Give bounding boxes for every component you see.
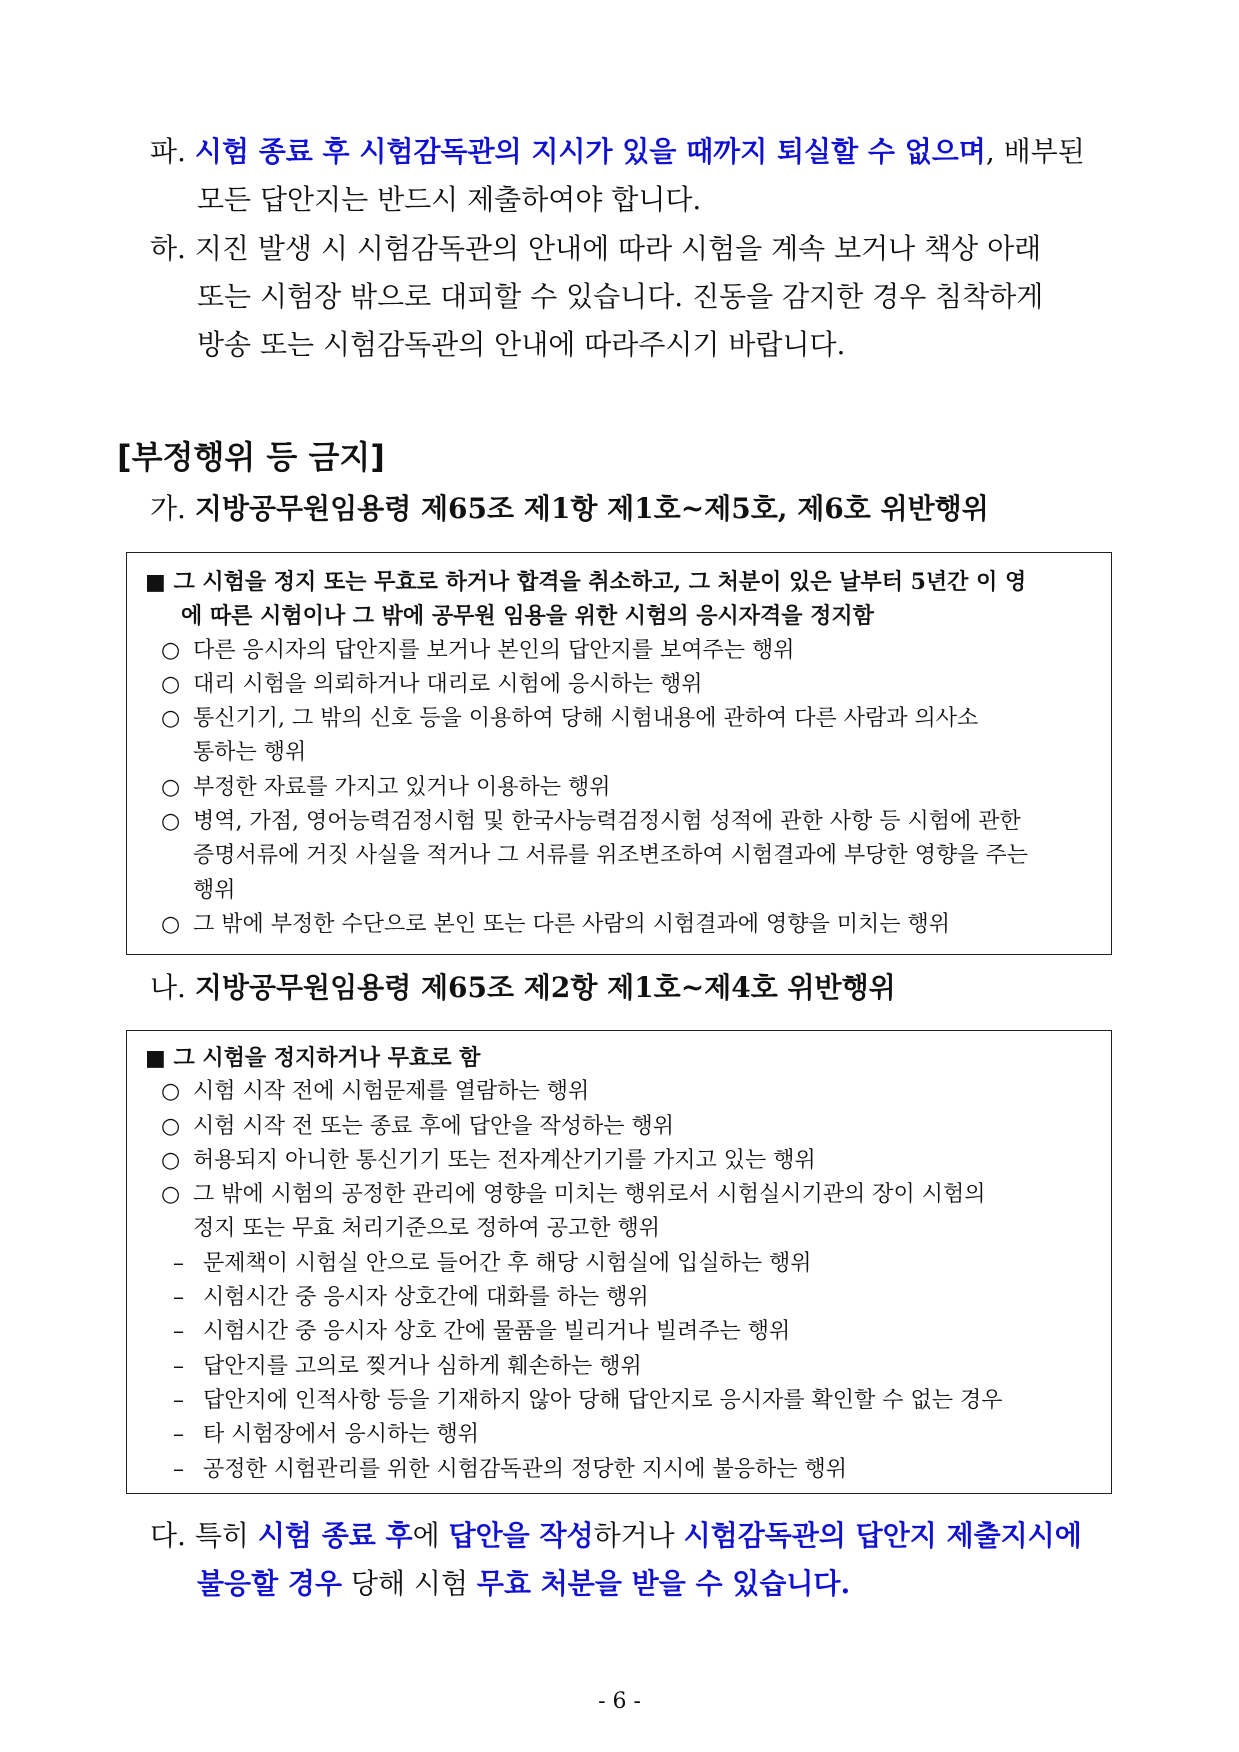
body-text: , 배부된	[985, 135, 1085, 168]
violation-box-1	[126, 552, 1112, 955]
item-marker: 나.	[150, 971, 186, 1004]
list-item-cont: 증명서류에 거짓 사실을 적거나 그 서류를 위조변조하여 시험결과에 부당한 영향을 주는	[193, 843, 1029, 869]
dash-bullet-icon: –	[173, 1285, 184, 1311]
notice-item-ha	[150, 225, 1130, 369]
list-item: ○ 시험 시작 전 또는 종료 후에 답안을 작성하는 행위	[127, 1110, 1111, 1144]
box-heading: ■ 그 시험을 정지 또는 무효로 하거나 합격을 취소하고, 그 처분이 있은 날부터 5년간 이 영	[145, 569, 1027, 595]
list-item: ○ 병역, 가점, 영어능력검정시험 및 한국사능력검정시험 성적에 관한 사항 등 시험에 관한	[127, 805, 1111, 839]
emphasis-text: 시험 종료 후 시험감독관의 지시가 있을 때까지 퇴실할 수 없으며	[194, 135, 986, 168]
emphasis-text: 답안을 작성	[448, 1519, 594, 1552]
notice-item-pa	[150, 128, 1130, 224]
notice-line: 다. 특히 시험 종료 후에 답안을 작성하거나 시험감독관의 답안지 제출지시에	[150, 1519, 1082, 1552]
circle-bullet-icon: ○	[161, 911, 181, 937]
dash-bullet-icon: –	[173, 1353, 184, 1379]
emphasis-text: 시험감독관의 답안지 제출지시에	[683, 1519, 1082, 1552]
square-bullet-icon: ■	[145, 1045, 166, 1071]
notice-line: 불응할 경우 당해 시험 무효 처분을 받을 수 있습니다.	[197, 1567, 851, 1600]
list-item: ○ 대리 시험을 의뢰하거나 대리로 시험에 응시하는 행위	[127, 668, 1111, 702]
dash-bullet-icon: –	[173, 1456, 184, 1482]
item-marker: 하.	[150, 232, 186, 265]
item-marker: 파.	[150, 135, 186, 168]
circle-bullet-icon: ○	[161, 1182, 181, 1208]
notice-line: 또는 시험장 밖으로 대피할 수 있습니다. 진동을 감지한 경우 침착하게	[197, 280, 1044, 313]
list-item: ○ 통신기기, 그 밖의 신호 등을 이용하여 당해 시험내용에 관하여 다른 사람과 의사소	[127, 702, 1111, 736]
list-item-cont: 통하는 행위	[193, 740, 307, 766]
list-item: ○ 허용되지 아니한 통신기기 또는 전자계산기기를 가지고 있는 행위	[127, 1144, 1111, 1178]
section-title: [부정행위 등 금지]	[117, 438, 385, 476]
circle-bullet-icon: ○	[161, 637, 181, 663]
sub-list-item: – 문제책이 시험실 안으로 들어간 후 해당 시험실에 입실하는 행위	[127, 1247, 1111, 1281]
box-heading-cont: 에 따른 시험이나 그 밖에 공무원 임용을 위한 시험의 응시자격을 정지함	[181, 603, 874, 630]
sub-list-item: – 답안지를 고의로 찢거나 심하게 훼손하는 행위	[127, 1350, 1111, 1384]
list-item: ○ 그 밖에 부정한 수단으로 본인 또는 다른 사람의 시험결과에 영향을 미치는 행위	[127, 908, 1111, 942]
item-marker: 다.	[150, 1519, 186, 1552]
notice-line	[150, 225, 1130, 273]
dash-bullet-icon: –	[173, 1319, 184, 1345]
sub-list-item: – 시험시간 중 응시자 상호간에 대화를 하는 행위	[127, 1281, 1111, 1315]
square-bullet-icon: ■	[145, 569, 166, 595]
list-item: ○ 그 밖에 시험의 공정한 관리에 영향을 미치는 행위로서 시험실시기관의 장이 시험의	[127, 1178, 1111, 1212]
circle-bullet-icon: ○	[161, 1079, 181, 1105]
list-item-cont: 정지 또는 무효 처리기준으로 정하여 공고한 행위	[193, 1216, 661, 1242]
item-marker: 가.	[150, 492, 186, 525]
violation-box-2	[126, 1030, 1112, 1494]
notice-item-da	[150, 1512, 1130, 1608]
notice-line: 방송 또는 시험감독관의 안내에 따라주시기 바랍니다.	[197, 328, 846, 361]
dash-bullet-icon: –	[173, 1387, 184, 1413]
law-title: 지방공무원임용령 제65조 제1항 제1호~제5호, 제6호 위반행위	[194, 492, 989, 525]
law-title: 지방공무원임용령 제65조 제2항 제1호~제4호 위반행위	[194, 971, 896, 1004]
notice-line	[150, 128, 1130, 176]
emphasis-text: 무효 처분을 받을 수 있습니다.	[476, 1567, 851, 1600]
list-item: ○ 시험 시작 전에 시험문제를 열람하는 행위	[127, 1075, 1111, 1109]
sub-list-item: – 시험시간 중 응시자 상호 간에 물품을 빌리거나 빌려주는 행위	[127, 1315, 1111, 1349]
law-heading-ga	[150, 487, 989, 531]
law-heading-na	[150, 966, 896, 1010]
list-item: ○ 다른 응시자의 답안지를 보거나 본인의 답안지를 보여주는 행위	[127, 634, 1111, 668]
circle-bullet-icon: ○	[161, 1113, 181, 1139]
circle-bullet-icon: ○	[161, 706, 181, 732]
notice-line: 모든 답안지는 반드시 제출하여야 합니다.	[197, 183, 702, 216]
box-heading: ■ 그 시험을 정지하거나 무효로 함	[145, 1045, 481, 1071]
list-item: ○ 부정한 자료를 가지고 있거나 이용하는 행위	[127, 771, 1111, 805]
page-number: - 6 -	[598, 1689, 641, 1714]
circle-bullet-icon: ○	[161, 1147, 181, 1173]
sub-list-item: – 답안지에 인적사항 등을 기재하지 않아 당해 답안지로 응시자를 확인할 수 없는 경우	[127, 1384, 1111, 1418]
sub-list-item: – 타 시험장에서 응시하는 행위	[127, 1418, 1111, 1452]
circle-bullet-icon: ○	[161, 809, 181, 835]
list-item-cont: 행위	[193, 877, 236, 903]
body-text: 지진 발생 시 시험감독관의 안내에 따라 시험을 계속 보거나 책상 아래	[194, 232, 1042, 265]
dash-bullet-icon: –	[173, 1250, 184, 1276]
circle-bullet-icon: ○	[161, 671, 181, 697]
emphasis-text: 불응할 경우	[197, 1567, 342, 1600]
emphasis-text: 시험 종료 후	[257, 1519, 413, 1552]
dash-bullet-icon: –	[173, 1422, 184, 1448]
sub-list-item: – 공정한 시험관리를 위한 시험감독관의 정당한 지시에 불응하는 행위	[127, 1453, 1111, 1487]
circle-bullet-icon: ○	[161, 774, 181, 800]
